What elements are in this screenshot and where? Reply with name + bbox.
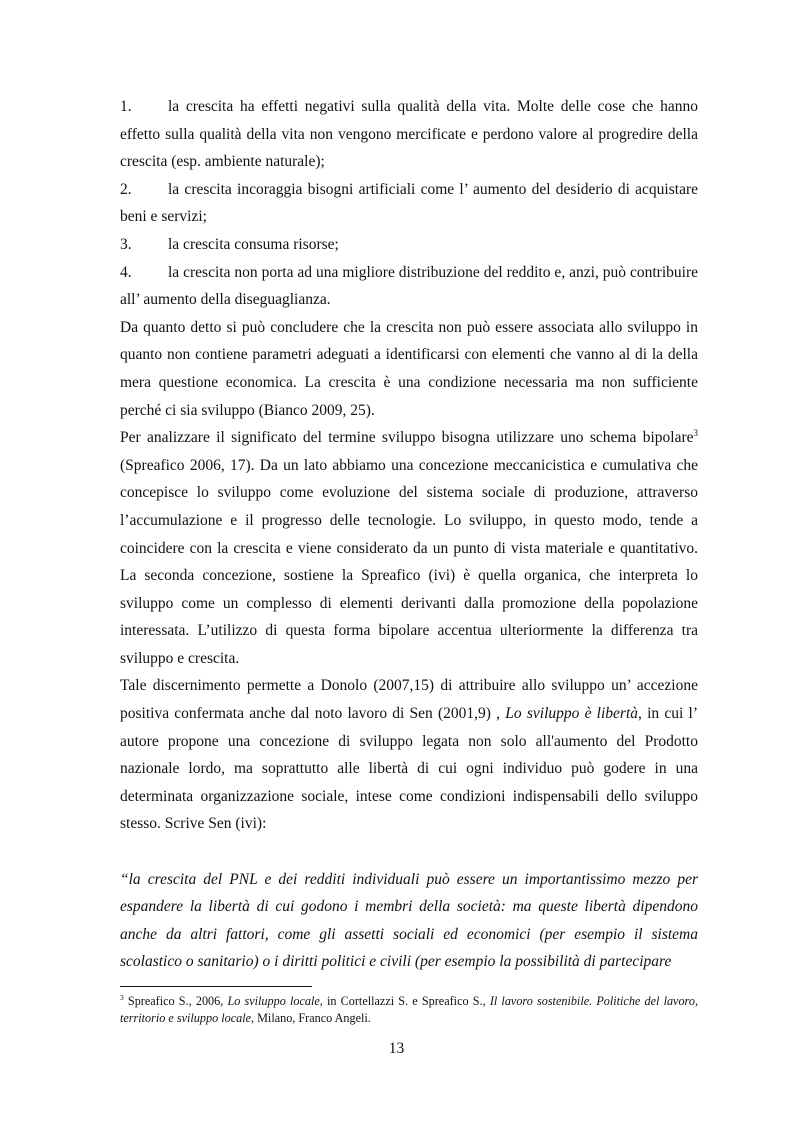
paragraph-conclusion: Da quanto detto si può concludere che la crescita non può essere associata allo sviluppo in quanto non contiene parametri adeguati a identificarsi con elementi che vanno al di la della mera questione economica. La crescita è una condizione necessaria ma non sufficiente perché ci sia sviluppo (Bianco 2009, 25). bbox=[120, 318, 698, 419]
paragraph-sen bbox=[120, 672, 698, 838]
paragraph-lead: Tale discernimento permette a Donolo (2007,15) di attribuire allo sviluppo un’ accezione positiva confermata anche dal noto lavoro di Sen (2001,9) , bbox=[120, 677, 698, 723]
list-number: 1. bbox=[120, 98, 132, 115]
list-text: la crescita consuma risorse; bbox=[168, 235, 339, 253]
list-item bbox=[120, 259, 698, 314]
list-text: la crescita non porta ad una migliore distribuzione del reddito e, anzi, può contribuire all’ aumento della diseguaglianza. bbox=[120, 263, 698, 309]
footnote-text: Spreafico S., 2006, bbox=[123, 994, 228, 1008]
list-text: la crescita ha effetti negativi sulla qualità della vita. Molte delle cose che hanno effetto sulla qualità della vita non vengono mercificate e perdono valore al progredire della crescita (esp. ambiente naturale); bbox=[120, 98, 698, 171]
list-number: 3. bbox=[120, 235, 132, 253]
footnote-text: , in Cortellazzi S. e Spreafico S., bbox=[319, 994, 490, 1008]
page-number: 13 bbox=[388, 1040, 405, 1057]
list-text: la crescita incoraggia bisogni artificiali come l’ aumento del desiderio di acquistare beni e servizi; bbox=[120, 180, 698, 226]
list-item bbox=[120, 231, 698, 259]
list-item bbox=[120, 176, 698, 231]
list-number: 4. bbox=[120, 263, 132, 281]
footnote-number: 3 bbox=[120, 992, 124, 1002]
list-number: 2. bbox=[120, 180, 132, 198]
footnote bbox=[120, 993, 698, 1026]
paragraph-rest: (Spreafico 2006, 17). Da un lato abbiamo una concezione meccanicistica e cumulativa che concepisce lo sviluppo come evoluzione del sistema sociale di produzione, attraverso l’accumulazione e il progresso delle tecnologie. Lo sviluppo, in questo modo, tende a coincidere con la crescita e viene considerato da un punto di vista materiale e quantitativo. La seconda concezione, sostiene la Spreafico (ivi) è quella organica, che interpreta lo sviluppo come un complesso di elementi derivanti dalla promozione della popolazione interessata. L’utilizzo di questa forma bipolare accentua ulteriormente la differenza tra sviluppo e crescita. bbox=[120, 456, 698, 667]
footnote-text: , Milano, Franco Angeli. bbox=[251, 1010, 371, 1025]
footnote-ref: 3 bbox=[693, 427, 698, 438]
list-item bbox=[120, 93, 698, 176]
footnote-title: Lo sviluppo locale bbox=[227, 994, 320, 1008]
paragraph-lead: Per analizzare il significato del termine sviluppo bisogna utilizzare uno schema bipolare bbox=[120, 429, 694, 447]
body-text bbox=[120, 93, 698, 976]
footnote-title: Il lavoro sostenibile. Politiche del lavoro, territorio e sviluppo locale bbox=[120, 994, 698, 1025]
paragraph-rest: , in cui l’ autore propone una concezione di sviluppo legata non solo all'aumento del Prodotto nazionale lordo, ma soprattutto alle libertà di cui ogni individuo può godere in una determinata organizzazione sociale, intese come condizioni indispensabili dello sviluppo stesso. Scrive Sen (ivi): bbox=[120, 705, 698, 833]
book-title: Lo sviluppo è libertà bbox=[505, 705, 639, 723]
footnote-divider bbox=[120, 986, 312, 987]
paragraph-bipolar-scheme bbox=[120, 424, 698, 672]
block-quote: “la crescita del PNL e dei redditi individuali può essere un importantissimo mezzo per espandere la libertà di cui godono i membri della società: ma queste libertà dipendono anche da altri fattori, come gli assetti sociali ed economici (per esempio il sistema scolastico o sanitario) o i diritti politici e civili (per esempio la possibilità di partecipare bbox=[120, 870, 698, 971]
